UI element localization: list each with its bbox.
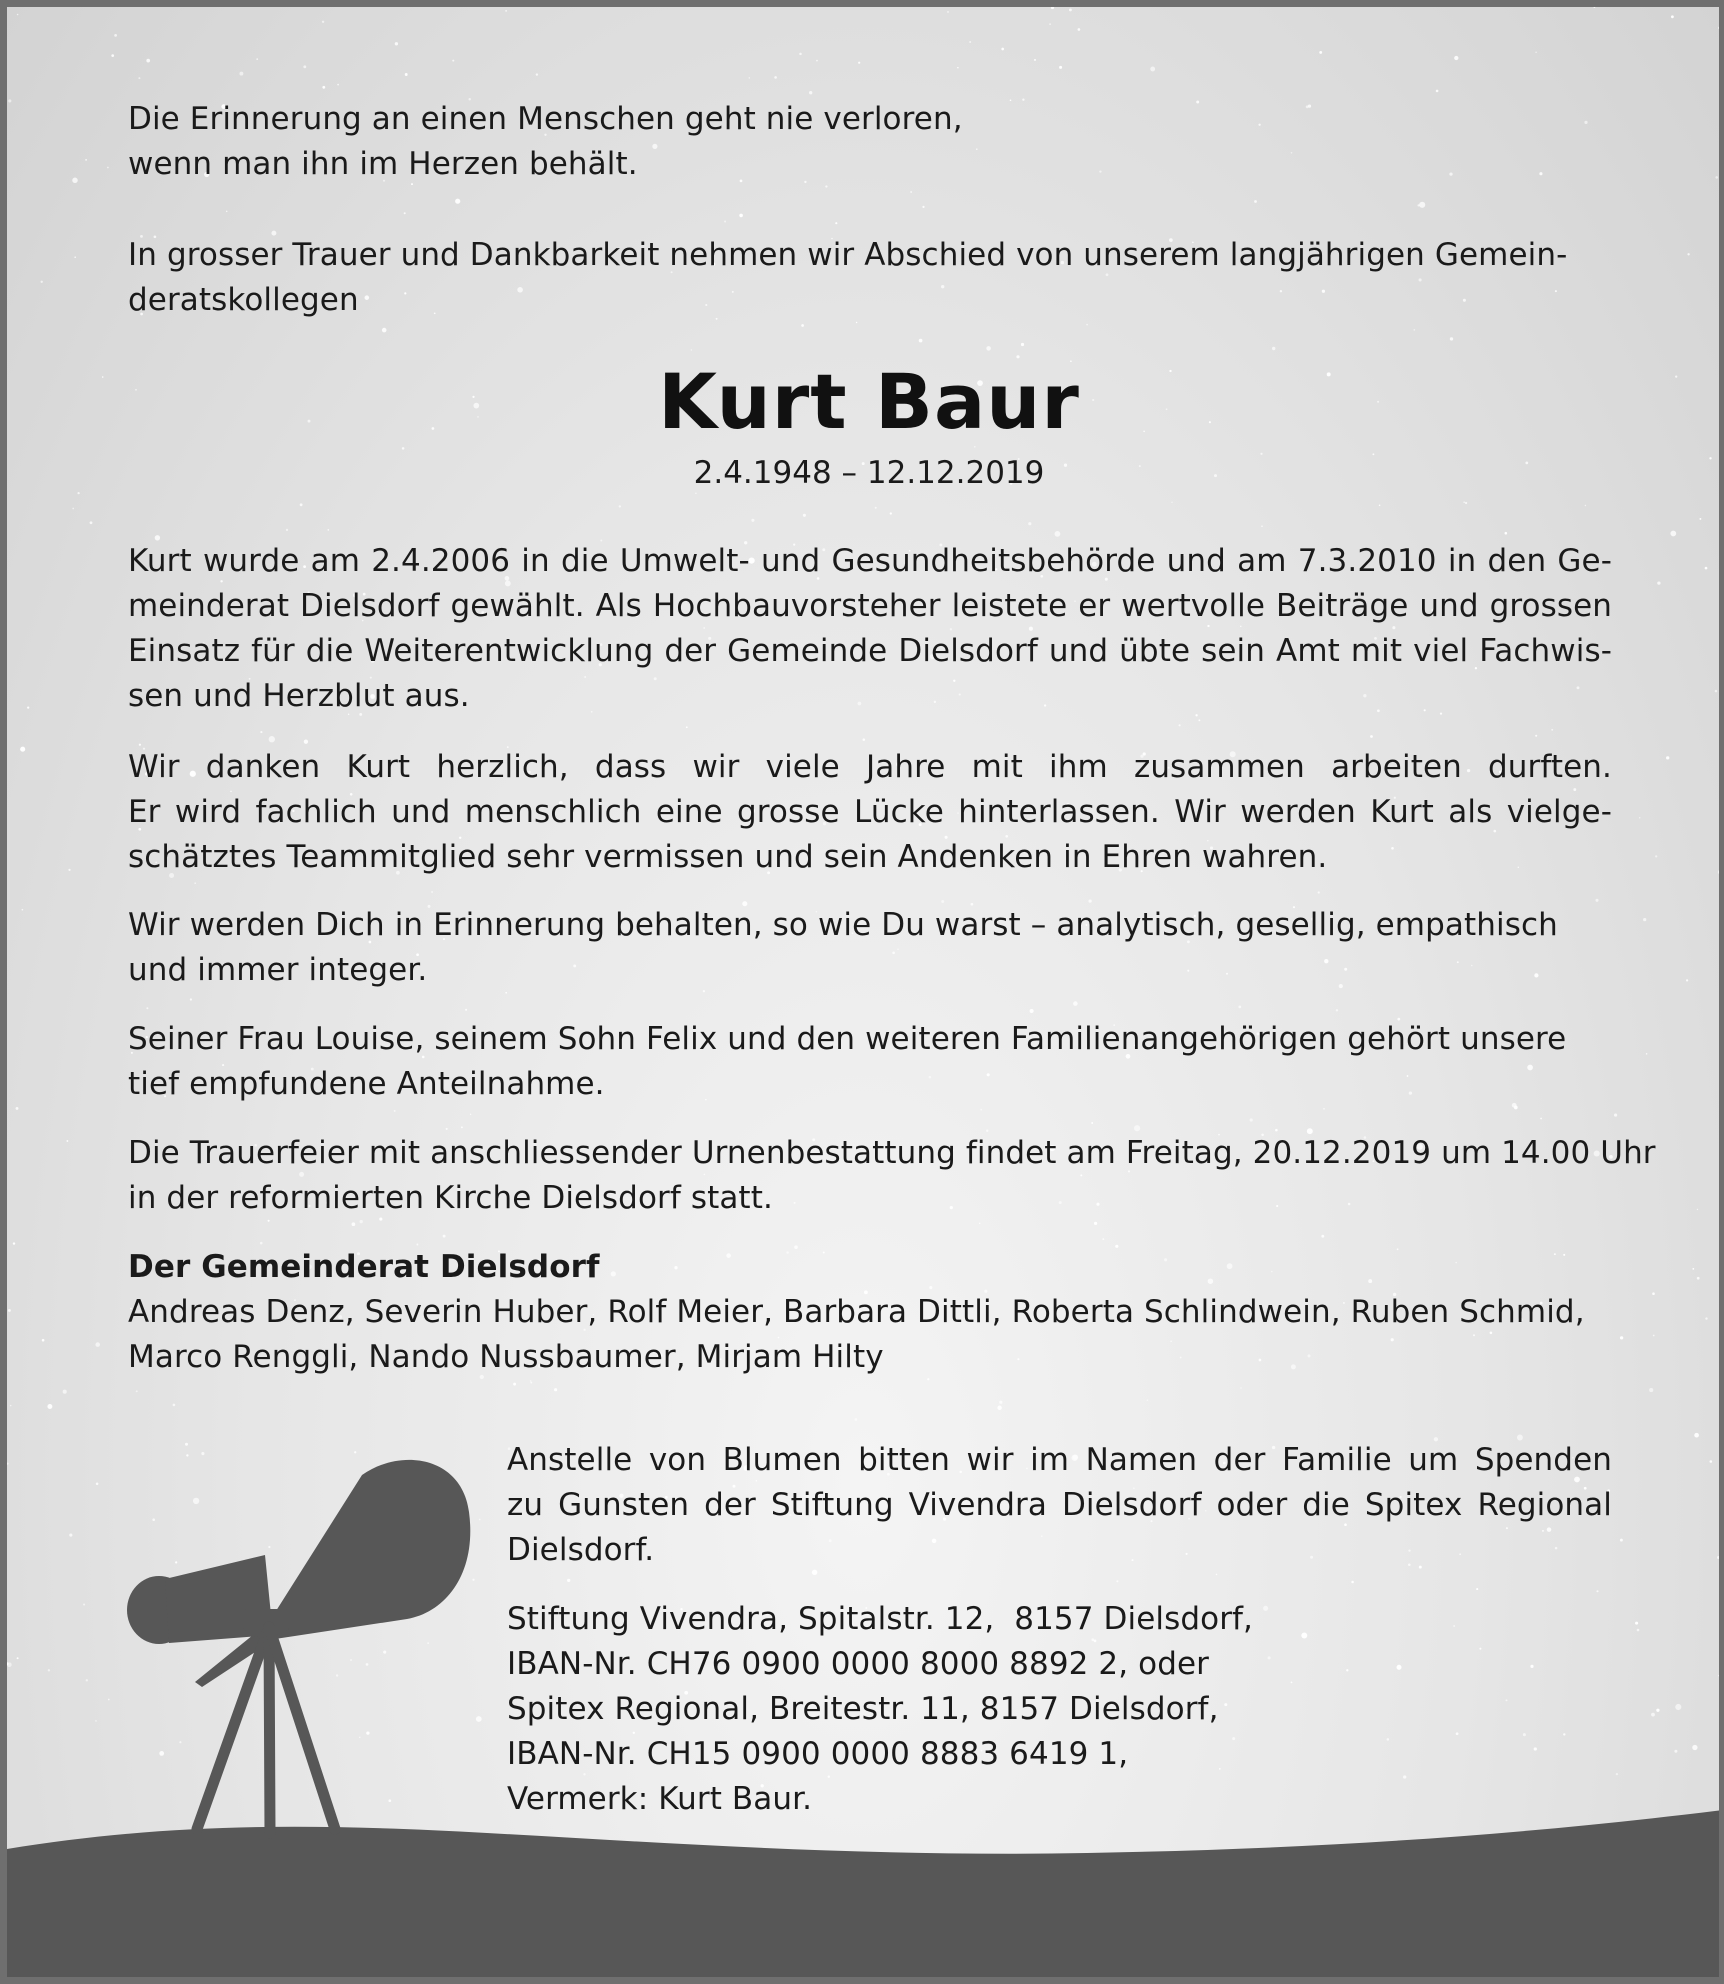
paragraph-line: meinderat Dielsdorf gewählt. Als Hochbauvorsteher leistete er wertvolle Beiträge und grossen bbox=[128, 588, 1612, 624]
signature-members: Marco Renggli, Nando Nussbaumer, Mirjam Hilty bbox=[128, 1339, 884, 1375]
farewell-line: In grosser Trauer und Dankbarkeit nehmen wir Abschied von unserem langjährigen Gemein- bbox=[128, 237, 1568, 273]
donation-line: zu Gunsten der Stiftung Vivendra Dielsdorf oder die Spitex Regional bbox=[507, 1487, 1612, 1523]
paragraph-line: in der reformierten Kirche Dielsdorf statt. bbox=[128, 1180, 773, 1216]
signature-members: Andreas Denz, Severin Huber, Rolf Meier, Barbara Dittli, Roberta Schlindwein, Ruben Schmid, bbox=[128, 1294, 1585, 1330]
farewell-line: deratskollegen bbox=[128, 282, 359, 318]
paragraph-line: Seiner Frau Louise, seinem Sohn Felix und den weiteren Familienangehörigen gehört unsere bbox=[128, 1021, 1567, 1057]
star bbox=[1720, 528, 1724, 532]
account-line: IBAN-Nr. CH76 0900 0000 8000 8892 2, oder bbox=[507, 1646, 1210, 1682]
donation-line: Anstelle von Blumen bitten wir im Namen der Familie um Spenden bbox=[507, 1442, 1612, 1478]
quote-line: wenn man ihn im Herzen behält. bbox=[128, 146, 638, 182]
paragraph-line: tief empfundene Anteilnahme. bbox=[128, 1066, 605, 1102]
account-line: IBAN-Nr. CH15 0900 0000 8883 6419 1, bbox=[507, 1736, 1129, 1772]
signature-title: Der Gemeinderat Dielsdorf bbox=[128, 1249, 600, 1285]
account-line: Stiftung Vivendra, Spitalstr. 12, 8157 Dielsdorf, bbox=[507, 1601, 1254, 1637]
account-line: Vermerk: Kurt Baur. bbox=[507, 1781, 813, 1817]
quote-line: Die Erinnerung an einen Menschen geht nie verloren, bbox=[128, 101, 963, 137]
life-dates: 2.4.1948 – 12.12.2019 bbox=[693, 455, 1045, 491]
paragraph-line: sen und Herzblut aus. bbox=[128, 678, 470, 714]
donation-request bbox=[507, 1438, 1612, 1573]
star bbox=[1719, 1806, 1721, 1808]
paragraph-line: Er wird fachlich und menschlich eine grosse Lücke hinterlassen. Wir werden Kurt als vielge- bbox=[128, 794, 1612, 830]
paragraph-line: Wir danken Kurt herzlich, dass wir viele Jahre mit ihm zusammen arbeiten durften. bbox=[128, 749, 1612, 785]
deceased-name: Kurt Baur bbox=[658, 357, 1080, 446]
donation-line: Dielsdorf. bbox=[507, 1532, 655, 1568]
paragraph-line: Einsatz für die Weiterentwicklung der Gemeinde Dielsdorf und übte sein Amt mit viel Fachwis- bbox=[128, 633, 1612, 669]
paragraph-line: schätztes Teammitglied sehr vermissen und sein Andenken in Ehren wahren. bbox=[128, 839, 1328, 875]
paragraph-line: Die Trauerfeier mit anschliessender Urnenbestattung findet am Freitag, 20.12.2019 um 14.00 Uhr bbox=[128, 1135, 1656, 1171]
account-line: Spitex Regional, Breitestr. 11, 8157 Dielsdorf, bbox=[507, 1691, 1219, 1727]
donation-accounts bbox=[507, 1597, 1612, 1822]
paragraph-line: und immer integer. bbox=[128, 952, 428, 988]
paragraph-line: Wir werden Dich in Erinnerung behalten, so wie Du warst – analytisch, gesellig, empathisch bbox=[128, 907, 1558, 943]
paragraph-line: Kurt wurde am 2.4.2006 in die Umwelt- und Gesundheitsbehörde und am 7.3.2010 in den Ge- bbox=[128, 543, 1612, 579]
